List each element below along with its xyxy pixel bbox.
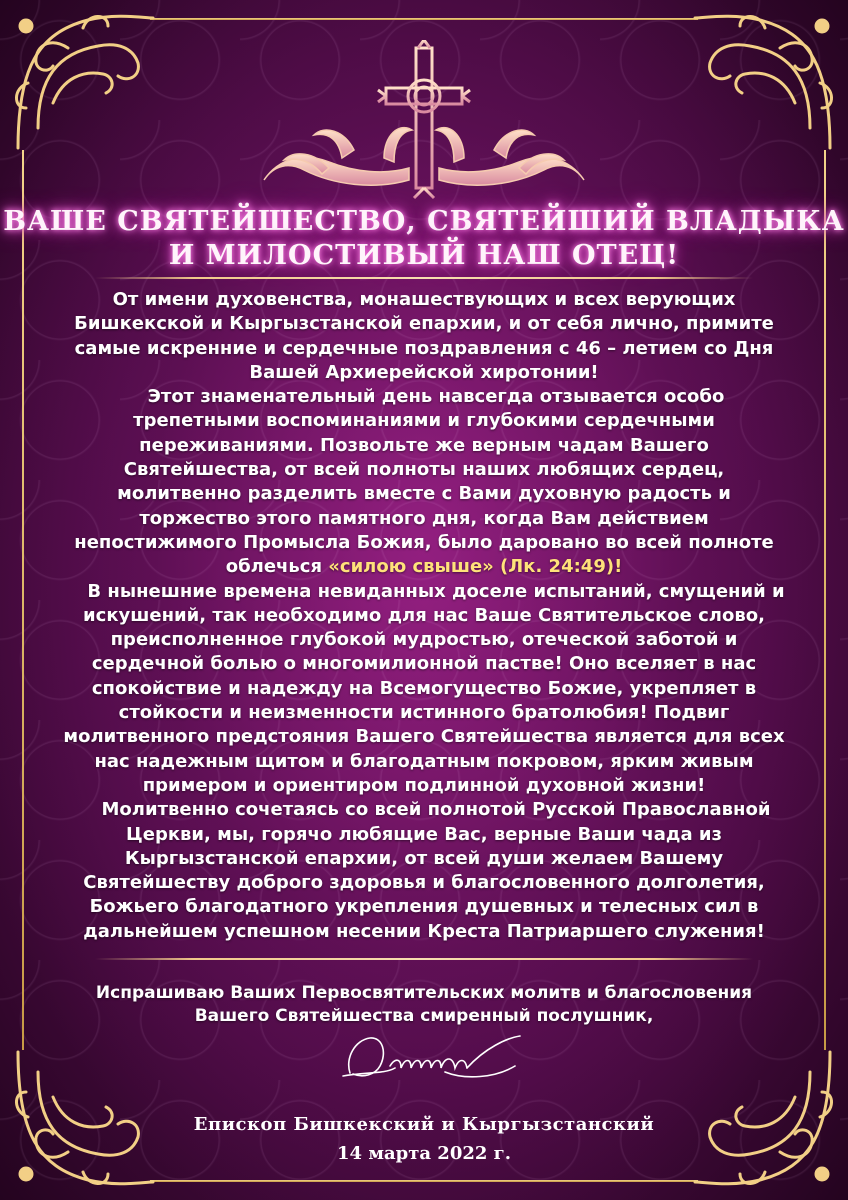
paragraph-2-text: Этот знаменательный день навсегда отзывается особо трепетными воспоминаниями и глубокими сердечными переживаниями. Позвольте же верным чадам Вашего Святейшества, от всей полноты наших любящих сердец, молитвенно разделить вместе с Вами духовную радость и торжество этого памятного дня, когда Вам действием непостижимого Промысла Божия, было даровано во всей полноте облечься [74,386,774,578]
title-line-2: И МИЛОСТИВЫЙ НАШ ОТЕЦ! [168,240,680,271]
letter-date: 14 марта 2022 г. [337,1143,511,1164]
corner-flourish-icon [8,8,158,158]
closing-request [0,982,848,1028]
frame-line-bottom [150,1180,698,1182]
scripture-quote: «силою свыше» (Лк. 24:49)! [328,556,623,578]
paragraph-3: В нынешние времена невиданных доселе испытаний, смущений и искушений, так необходимо для нас Ваше Святительское слово, преисполненное глубокой мудростью, отеческой заботой и сердечной болью о многомилионной пастве! Оно вселяет в нас спокойствие и надежду на Всемогущество Божие, укрепляет в стойкости и неизменности истинного братолюбия! Подвиг молитвенного предстояния Вашего Святейшества является для всех нас надежным щитом и благодатным покровом, ярким живым примером и ориентиром подлинной духовной жизни! [63,580,785,796]
divider-top [95,277,753,279]
title-line-1: ВАШЕ СВЯТЕЙШЕСТВО, СВЯТЕЙШИЙ ВЛАДЫКА [3,206,845,237]
closing-line-2: Вашего Святейшества смиренный послушник, [194,1006,654,1026]
paragraph-4: Молитвенно сочетаясь со всей полнотой Русской Православной Церкви, мы, горячо любящие Вас, верные Ваши чада из Кыргызстанской епархии, от всей души желаем Вашему Святейшеству доброго здоровья и благословенного долголетия, Божьего благодатного укрепления душевных и телесных сил в дальнейшем успешном несении Креста Патриаршего служения! [83,799,771,942]
paragraph-2 [60,385,788,579]
corner-flourish-icon [690,8,840,158]
closing-line-1: Испрашиваю Ваших Первосвятительских молитв и благословения [95,983,753,1003]
page-title [0,205,848,273]
divider-bottom [95,958,753,960]
orthodox-cross-icon [234,40,614,200]
handwritten-signature [335,1028,525,1088]
letter-body [60,288,788,944]
floral-ornament-icon [264,128,412,186]
frame-line-top [150,18,698,20]
signer-title: Епископ Бишкекский и Кыргызстанский [193,1114,655,1135]
frame-line-right [824,150,826,1050]
frame-line-left [22,150,24,1050]
paragraph-1: От имени духовенства, монашествующих и всех верующих Бишкекской и Кыргызстанской епархии, и от себя лично, примите самые искренние и сердечные поздравления с 46 – летием со Дня Вашей Архиерейской хиротонии! [74,289,774,383]
